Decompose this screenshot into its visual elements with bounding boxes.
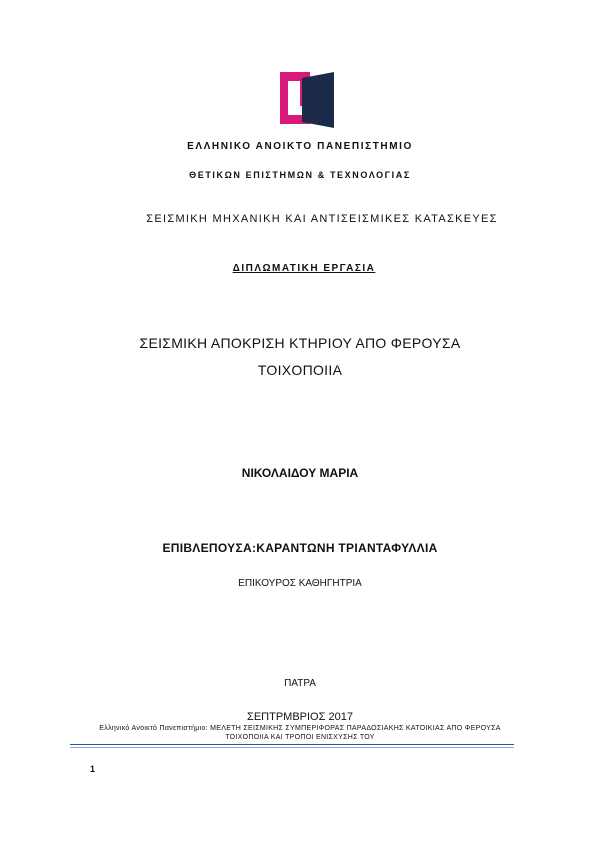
page-number: 1	[90, 764, 96, 774]
city: ΠΑΤΡΑ	[284, 678, 316, 689]
university-logo-icon	[280, 72, 334, 128]
supervisor-role: ΕΠΙΚΟΥΡΟΣ ΚΑΘΗΓΗΤΡΙΑ	[238, 578, 362, 589]
footer-line1: Ελληνικό Ανοικτό Πανεπιστήμιο: ΜΕΛΕΤΗ ΣΕΙΣΜΙΚΗΣ ΣΥΜΠΕΡΙΦΟΡΑΣ ΠΑΡΑΔΟΣΙΑΚΗΣ ΚΑΤΟΙΚΙΑΣ ΑΠΟ ΦΕΡΟΥΣΑ	[99, 725, 501, 732]
university-name: ΕΛΛΗΝΙΚΟ ΑΝΟΙΚΤΟ ΠΑΝΕΠΙΣΤΗΜΙΟ	[187, 141, 413, 152]
footer-rule	[70, 744, 514, 745]
footer-line2: ΤΟΙΧΟΠΟΙΙΑ ΚΑΙ ΤΡΟΠΟΙ ΕΝΙΣΧΥΣΗΣ ΤΟΥ	[225, 734, 375, 741]
supervisor-name: ΕΠΙΒΛΕΠΟΥΣΑ:ΚΑΡΑΝΤΩΝΗ ΤΡΙΑΝΤΑΦΥΛΛΙΑ	[162, 541, 438, 555]
thesis-title-line2: ΤΟΙΧΟΠΟΙΙΑ	[257, 362, 343, 378]
program-name: ΣΕΙΣΜΙΚΗ ΜΗΧΑΝΙΚΗ ΚΑΙ ΑΝΤΙΣΕΙΣΜΙΚΕΣ ΚΑΤΑΣΚΕΥΕΣ	[146, 213, 498, 225]
date: ΣΕΠΤΡΜΒΡΙΟΣ 2017	[247, 711, 353, 723]
author-name: ΝΙΚΟΛΑΙΔΟΥ ΜΑΡΙΑ	[241, 466, 359, 480]
thesis-type: ΔΙΠΛΩΜΑΤΙΚΗ ΕΡΓΑΣΙΑ	[232, 263, 376, 274]
school-name: ΘΕΤΙΚΩΝ ΕΠΙΣΤΗΜΩΝ & ΤΕΧΝΟΛΟΓΙΑΣ	[189, 170, 411, 180]
footer-rule-secondary	[70, 747, 514, 748]
thesis-title-line1: ΣΕΙΣΜΙΚΗ ΑΠΟΚΡΙΣΗ ΚΤΗΡΙΟΥ ΑΠΟ ΦΕΡΟΥΣΑ	[139, 335, 461, 351]
